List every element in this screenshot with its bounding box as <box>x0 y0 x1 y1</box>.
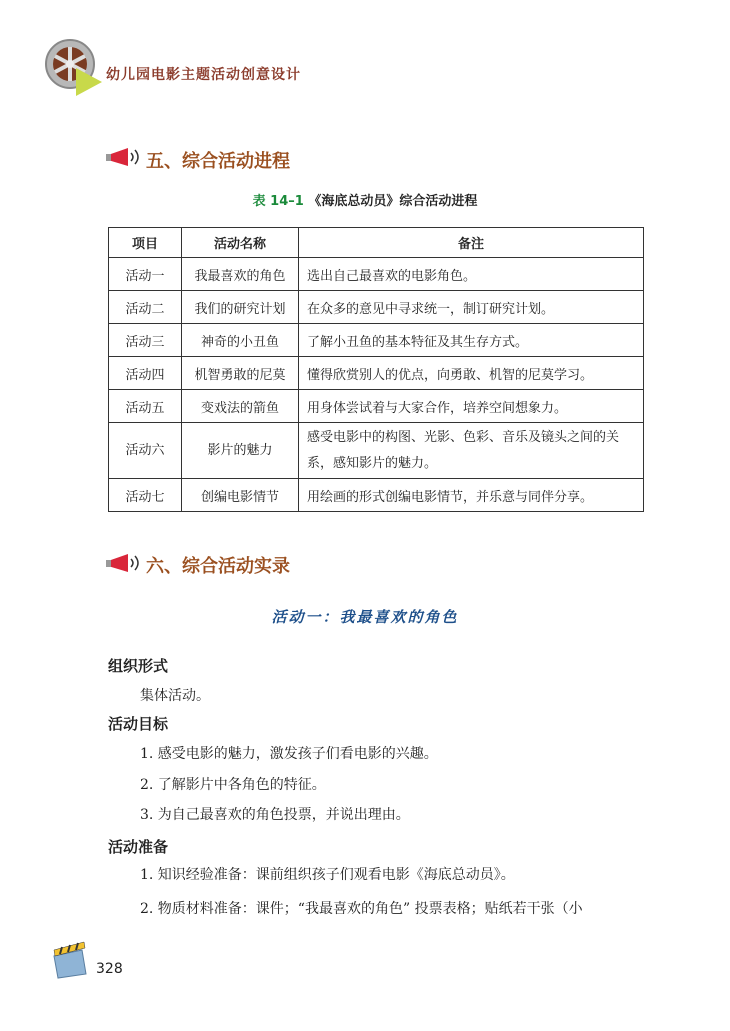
activity-title: 活动一：我最喜欢的角色 <box>271 608 459 626</box>
item-cell: 活动六 <box>109 423 182 479</box>
section-heading: 五、综合活动进程 <box>146 151 290 172</box>
section-heading: 六、综合活动实录 <box>146 556 290 577</box>
activity-name-cell: 我们的研究计划 <box>182 291 299 324</box>
item-cell: 活动一 <box>109 258 182 291</box>
activity-name-cell: 我最喜欢的角色 <box>182 258 299 291</box>
note-cell: 懂得欣赏别人的优点，向勇敢、机智的尼莫学习。 <box>299 357 644 390</box>
activity-name-cell: 变戏法的箭鱼 <box>182 390 299 423</box>
item-cell: 活动七 <box>109 479 182 512</box>
table-caption <box>0 190 730 209</box>
table-row <box>109 479 644 512</box>
table-row <box>109 423 644 479</box>
note-cell: 在众多的意见中寻求统一，制订研究计划。 <box>299 291 644 324</box>
note-cell: 了解小丑鱼的基本特征及其生存方式。 <box>299 324 644 357</box>
list-item: 3. 为自己最喜欢的角色投票，并说出理由。 <box>140 807 410 823</box>
paragraph: 集体活动。 <box>140 688 210 704</box>
column-header: 项目 <box>109 228 182 258</box>
subheading: 活动准备 <box>108 838 169 856</box>
list-item: 2. 了解影片中各角色的特征。 <box>140 777 326 793</box>
activity-name-cell: 神奇的小丑鱼 <box>182 324 299 357</box>
activity-name-cell: 机智勇敢的尼莫 <box>182 357 299 390</box>
table-row <box>109 258 644 291</box>
list-item: 2. 物质材料准备：课件；“我最喜欢的角色” 投票表格；贴纸若干张（小 <box>140 901 583 917</box>
note-cell: 选出自己最喜欢的电影角色。 <box>299 258 644 291</box>
megaphone-icon <box>106 552 142 576</box>
activity-name-cell: 影片的魅力 <box>182 423 299 479</box>
list-item: 1. 感受电影的魅力，激发孩子们看电影的兴趣。 <box>140 746 438 762</box>
column-header: 活动名称 <box>182 228 299 258</box>
subheading: 组织形式 <box>108 657 169 675</box>
note-cell: 用绘画的形式创编电影情节，并乐意与同伴分享。 <box>299 479 644 512</box>
item-cell: 活动四 <box>109 357 182 390</box>
item-cell: 活动二 <box>109 291 182 324</box>
table-title: 《海底总动员》综合活动进程 <box>308 194 478 209</box>
film-reel-icon <box>44 38 104 98</box>
subheading: 活动目标 <box>108 715 169 733</box>
column-header: 备注 <box>299 228 644 258</box>
table-row <box>109 390 644 423</box>
page-number: 328 <box>96 961 123 977</box>
running-header: 幼儿园电影主题活动创意设计 <box>106 67 301 83</box>
table-row <box>109 291 644 324</box>
table-number: 表 14–1 <box>252 194 304 209</box>
clapperboard-icon <box>50 940 90 980</box>
table-header-row <box>109 228 644 258</box>
table-row <box>109 357 644 390</box>
item-cell: 活动五 <box>109 390 182 423</box>
activity-name-cell: 创编电影情节 <box>182 479 299 512</box>
list-item: 1. 知识经验准备：课前组织孩子们观看电影《海底总动员》。 <box>140 867 515 883</box>
megaphone-icon <box>106 146 142 170</box>
note-cell: 用身体尝试着与大家合作，培养空间想象力。 <box>299 390 644 423</box>
table-row <box>109 324 644 357</box>
note-cell: 感受电影中的构图、光影、色彩、音乐及镜头之间的关系，感知影片的魅力。 <box>299 423 644 479</box>
item-cell: 活动三 <box>109 324 182 357</box>
activity-table <box>108 227 644 512</box>
